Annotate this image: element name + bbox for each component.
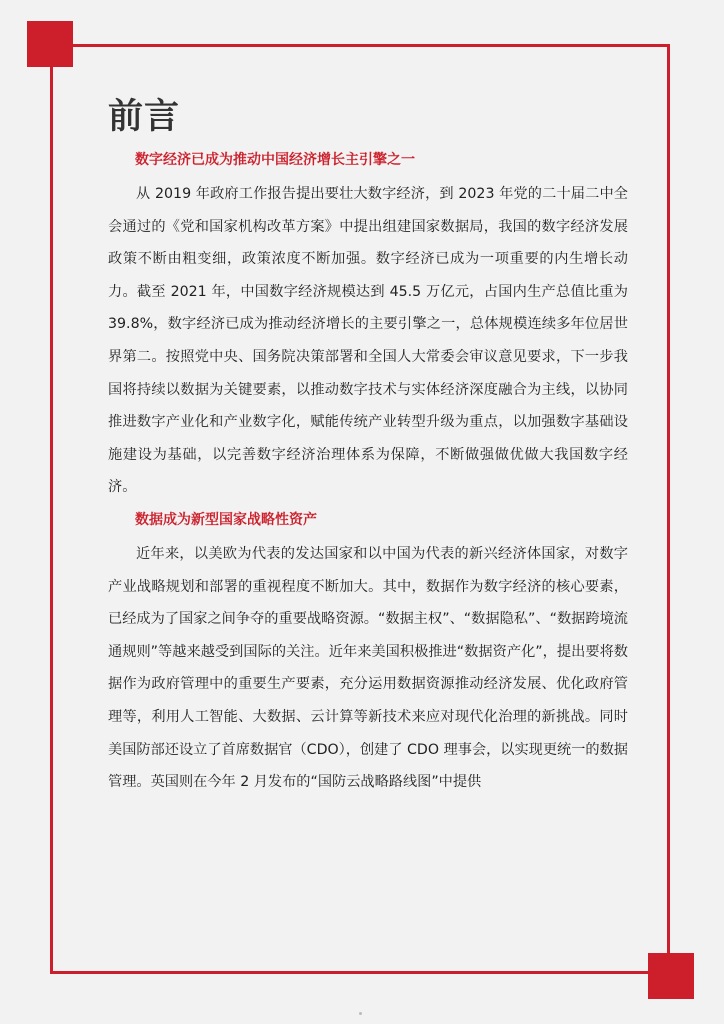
bottom-right-corner-block: [648, 953, 694, 999]
section-paragraph-digital-economy: 从 2019 年政府工作报告提出要壮大数字经济，到 2023 年党的二十届二中全会通过的《党和国家机构改革方案》中提出组建国家数据局，我国的数字经济发展政策不断由粗变细，政策浓度不断加强。数字经济已成为一项重要的内生增长动力。截至 2021 年，中国数字经济规模达到 45.5 万亿元，占国内生产总值比重为 39.8%，数字经济已成为推动经济增长的主要引擎之一，总体规模连续多年位居世界第二。按照党中央、国务院决策部署和全国人大常委会审议意见要求，下一步我国将持续以数据为关键要素，以推动数字技术与实体经济深度融合为主线，以协同推进数字产业化和产业数字化，赋能传统产业转型升级为重点，以加强数字基础设施建设为基础，以完善数字经济治理体系为保障，不断做强做优做大我国数字经济。: [108, 186, 628, 496]
top-left-corner-block: [27, 21, 73, 67]
document-body: [108, 96, 628, 803]
page-footer-mark: [359, 1012, 362, 1015]
section-paragraph-data-asset: 近年来，以美欧为代表的发达国家和以中国为代表的新兴经济体国家，对数字产业战略规划和部署的重视程度不断加大。其中，数据作为数字经济的核心要素，已经成为了国家之间争夺的重要战略资源。“数据主权”、“数据隐私”、“数据跨境流通规则”等越来越受到国际的关注。近年来美国积极推进“数据资产化”，提出要将数据作为政府管理中的重要生产要素，充分运用数据资源推动经济发展、优化政府管理等，利用人工智能、大数据、云计算等新技术来应对现代化治理的新挑战。同时美国防部还设立了首席数据官（CDO），创建了 CDO 理事会，以实现更统一的数据管理。英国则在今年 2 月发布的“国防云战略路线图”中提供: [108, 545, 628, 791]
section-heading-digital-economy: 数字经济已成为推动中国经济增长主引擎之一: [135, 152, 415, 168]
page-title: 前言: [108, 97, 181, 137]
section-heading-data-asset: 数据成为新型国家战略性资产: [135, 511, 317, 528]
